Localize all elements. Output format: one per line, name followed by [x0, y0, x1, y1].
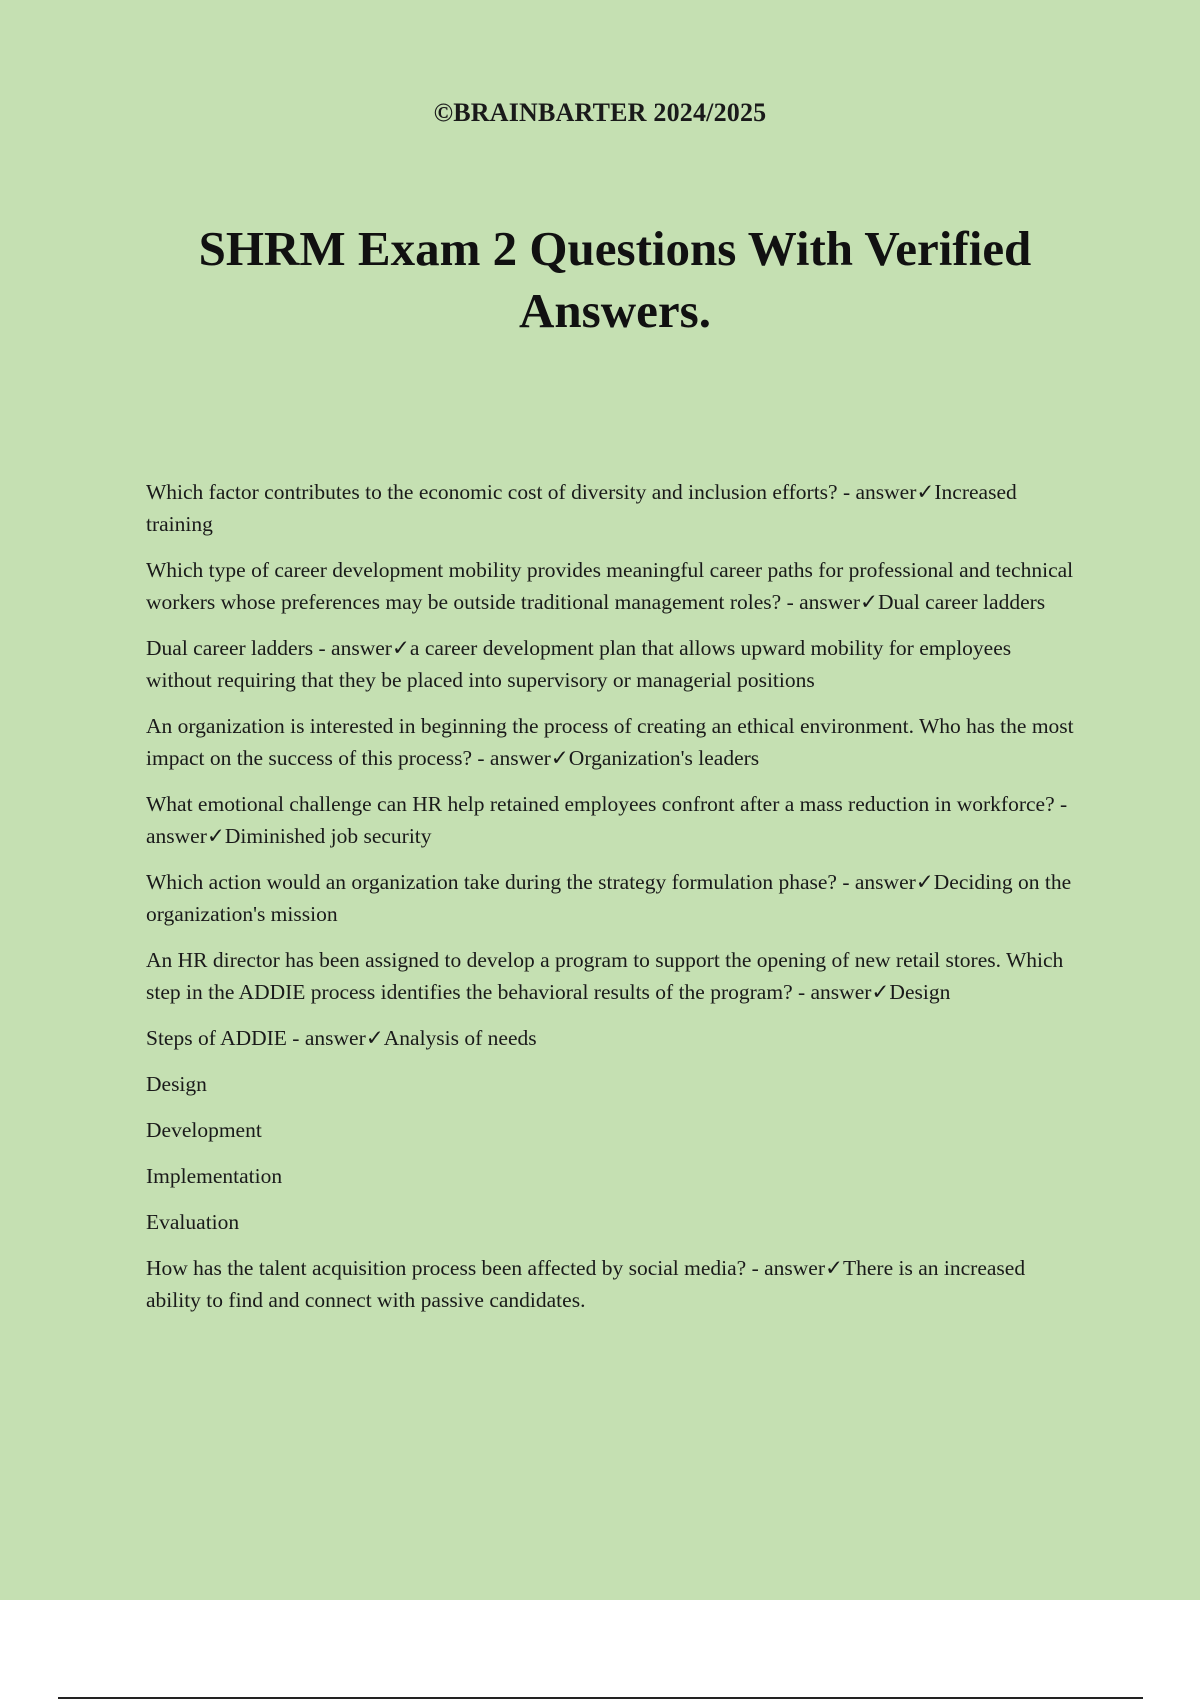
- addie-step-development: Development: [146, 1118, 262, 1142]
- qa-entry-1: Which factor contributes to the economic cost of diversity and inclusion efforts? - answer✓Increased training: [146, 480, 1017, 536]
- footer-divider: [58, 1697, 1143, 1699]
- addie-step-implementation: Implementation: [146, 1164, 283, 1188]
- qa-entry-9: How has the talent acquisition process been affected by social media? - answer✓There is an increased ability to find and connect with passive candidates.: [146, 1256, 1026, 1312]
- qa-entry-6: Which action would an organization take during the strategy formulation phase? - answer✓Deciding on the organization's mission: [146, 870, 1072, 926]
- qa-entry-5: What emotional challenge can HR help retained employees confront after a mass reduction in workforce? - answer✓Diminished job security: [146, 792, 1068, 848]
- document-title: SHRM Exam 2 Questions With Verified Answers.: [198, 221, 1032, 338]
- qa-list: [146, 476, 1076, 1330]
- qa-entry-7: An HR director has been assigned to develop a program to support the opening of new retail stores. Which step in the ADDIE process identifies the behavioral results of the program? - answer✓Design: [146, 948, 1064, 1004]
- qa-entry-4: An organization is interested in beginning the process of creating an ethical environment. Who has the most impact on the success of this process? - answer✓Organization's leaders: [146, 714, 1074, 770]
- qa-entry-3: Dual career ladders - answer✓a career development plan that allows upward mobility for employees without requiring that they be placed into supervisory or managerial positions: [146, 636, 1012, 692]
- copyright-header: ©BRAINBARTER 2024/2025: [433, 98, 767, 127]
- qa-entry-2: Which type of career development mobility provides meaningful career paths for professional and technical workers whose preferences may be outside traditional management roles? - answer✓Dual career ladders: [146, 558, 1074, 614]
- addie-step-evaluation: Evaluation: [146, 1210, 240, 1234]
- qa-entry-8: Steps of ADDIE - answer✓Analysis of needs: [146, 1026, 537, 1050]
- addie-step-design: Design: [146, 1072, 207, 1096]
